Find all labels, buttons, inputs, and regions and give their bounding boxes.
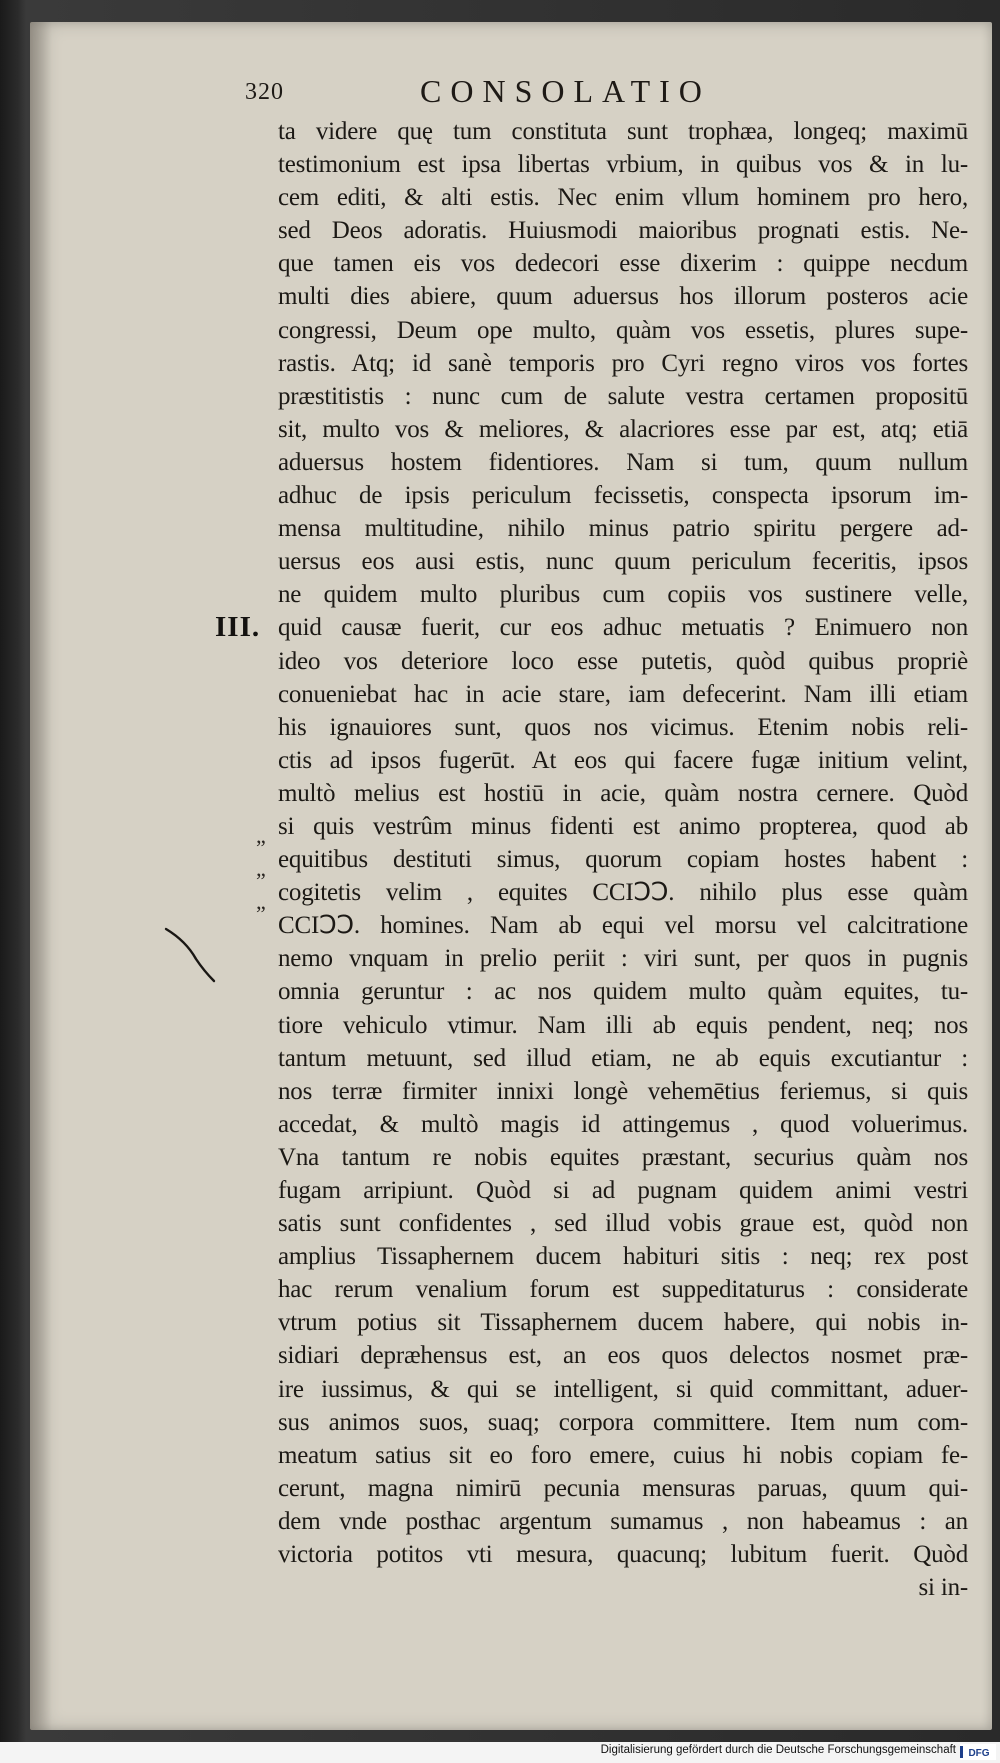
- text-line: omnia geruntur : ac nos quidem multo quàm equites, tu-: [278, 978, 968, 1006]
- text-line: congressi, Deum ope multo, quàm vos essetis, plures supe-: [278, 316, 968, 344]
- text-line: sidiari depræhensus est, an eos quos delectos nosmet præ-: [278, 1342, 968, 1370]
- text-line: his ignauiores sunt, quos nos vicimus. Etenim nobis reli-: [278, 713, 968, 741]
- text-line: meatum satius sit eo foro emere, cuius hi nobis copiam fe-: [278, 1441, 968, 1469]
- text-line: hac rerum venalium forum est suppeditaturus : considerate: [278, 1276, 968, 1304]
- text-line: multò melius est hostiū in acie, quàm nostra cernere. Quòd: [278, 779, 968, 807]
- text-line: adhuc de ipsis periculum fecissetis, conspecta ipsorum im-: [278, 482, 968, 510]
- text-line: mensa multitudine, nihilo minus patrio spiritu pergere ad-: [278, 515, 968, 543]
- dfg-logo: [960, 1744, 996, 1760]
- text-line: ta videre quę tum constituta sunt trophæa, longeq; maximū: [278, 118, 968, 145]
- text-line: accedat, & multò magis id attingemus , quod voluerimus.: [278, 1110, 968, 1138]
- text-line: quid causæ fuerit, cur eos adhuc metuatis ? Enimuero non: [278, 614, 968, 642]
- page-number: 320: [245, 79, 284, 105]
- text-line: ctis ad ipsos fugerūt. At eos qui facere fugæ initium velint,: [278, 746, 968, 774]
- margin-quote-mark: „: [256, 856, 264, 881]
- text-line: sed Deos adoratis. Huiusmodi maioribus prognati estis. Ne-: [278, 217, 968, 245]
- text-line: nos terræ firmiter innixi longè vehemētius feriemus, si quis: [278, 1077, 968, 1105]
- text-line: conueniebat hac in acie stare, iam defecerint. Nam illi etiam: [278, 680, 968, 708]
- text-line: victoria potitos vti mesura, quacunq; lubitum fuerit. Quòd: [278, 1541, 968, 1569]
- text-line: tantum metuunt, sed illud etiam, ne ab equis excutiantur :: [278, 1044, 968, 1072]
- text-line: satis sunt confidentes , sed illud vobis graue est, quòd non: [278, 1210, 968, 1238]
- text-line: ne quidem multo pluribus cum copiis vos sustinere velle,: [278, 581, 968, 609]
- text-line: cogitetis velim , equites CCIↃↃ. nihilo plus esse quàm: [278, 879, 968, 907]
- text-line: tiore vehiculo vtimur. Nam illi ab equis pendent, neq; nos: [278, 1011, 968, 1039]
- text-line: sit, multo vos & meliores, & alacriores esse par est, atq; etiā: [278, 415, 968, 443]
- text-line: equitibus destituti simus, quorum copiam hostes habent :: [278, 846, 968, 874]
- text-line: CCIↃↃ. homines. Nam ab equi vel morsu vel calcitratione: [278, 912, 968, 940]
- footer-credit: Digitalisierung gefördert durch die Deutsche Forschungsgemeinschaft: [600, 1744, 956, 1756]
- text-line: multi dies abiere, quum aduersus hos illorum posteros acie: [278, 283, 968, 311]
- margin-quote-mark: „: [256, 823, 264, 848]
- text-line: cerunt, magna nimirū pecunia mensuras paruas, quum qui-: [278, 1474, 968, 1502]
- text-line: dem vnde posthac argentum sumamus , non habeamus : an: [278, 1507, 968, 1535]
- text-line: que tamen eis vos dedecori esse dixerim : quippe necdum: [278, 250, 968, 278]
- margin-quote-mark: „: [256, 889, 264, 914]
- text-line: ideo vos deteriore loco esse putetis, quòd quibus propriè: [278, 647, 968, 675]
- svg-text:DFG: DFG: [968, 1748, 990, 1759]
- text-line: testimonium est ipsa libertas vrbium, in quibus vos & in lu-: [278, 151, 968, 179]
- ink-annotation-mark: [162, 925, 222, 985]
- text-line: cem editi, & alti estis. Nec enim vllum hominem pro hero,: [278, 184, 968, 212]
- text-line: si in-: [918, 1574, 968, 1602]
- text-line: sus animos suos, suaq; corpora committere. Item num com-: [278, 1408, 968, 1436]
- text-line: amplius Tissaphernem ducem habituri sitis : neq; rex post: [278, 1243, 968, 1271]
- text-line: rastis. Atq; id sanè temporis pro Cyri regno viros vos fortes: [278, 349, 968, 377]
- text-line: Vna tantum re nobis equites præstant, securius quàm nos: [278, 1143, 968, 1171]
- margin-note-section: III.: [215, 611, 261, 643]
- text-line: aduersus hostem fidentiores. Nam si tum, quum nullum: [278, 448, 968, 476]
- text-line: vtrum potius sit Tissaphernem ducem habere, qui nobis in-: [278, 1309, 968, 1337]
- text-line: nemo vnquam in prelio periit : viri sunt, per quos in pugnis: [278, 945, 968, 973]
- text-line: si quis vestrûm minus fidenti est animo propterea, quod ab: [278, 812, 968, 840]
- text-line: præstitistis : nunc cum de salute vestra certamen propositū: [278, 382, 968, 410]
- body-text: [278, 115, 968, 1604]
- text-line: ire iussimus, & qui se intelligent, si quid committant, aduer-: [278, 1375, 968, 1403]
- text-line: fugam arripiunt. Quòd si ad pugnam quidem animi vestri: [278, 1177, 968, 1204]
- running-head: [245, 73, 945, 113]
- running-title: CONSOLATIO: [420, 73, 711, 109]
- text-line: uersus eos ausi estis, nunc quum periculum feceritis, ipsos: [278, 548, 968, 576]
